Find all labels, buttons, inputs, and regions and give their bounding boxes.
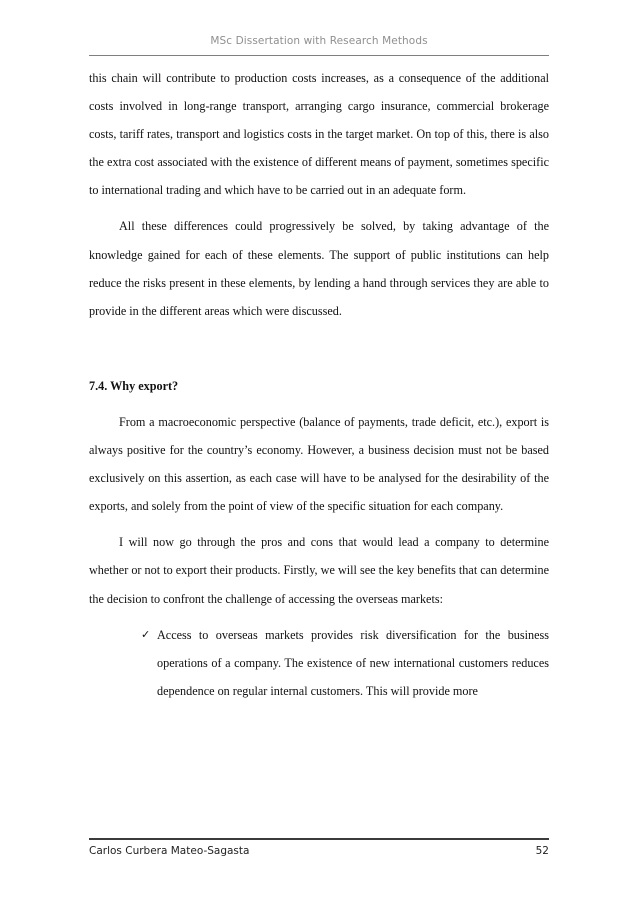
paragraph-4: I will now go through the pros and cons that would lead a company to determine whether or not to export their products. Firstly, we will see the key benefits that can determine the decision to confront the challenge of accessing the overseas markets: — [89, 535, 549, 606]
header-divider — [89, 55, 549, 56]
running-header: MSc Dissertation with Research Methods — [210, 35, 428, 47]
bullet-item — [141, 621, 549, 705]
paragraph-2: All these differences could progressively be solved, by taking advantage of the knowledge gained for each of these elements. The support of public institutions can help reduce the risks present in these elements, by lending a hand through services they are able to provide in the different areas which were discussed. — [89, 219, 549, 318]
paragraph-3: From a macroeconomic perspective (balance of payments, trade deficit, etc.), export is always positive for the country’s economy. However, a business decision must not be based exclusively on this assertion, as each case will have to be analysed for the desirability of the exports, and solely from the point of view of the specific situation for each company. — [89, 414, 549, 514]
section-heading: 7.4. Why export? — [89, 378, 179, 393]
footer-divider — [89, 838, 549, 840]
body-text — [89, 64, 549, 705]
footer-author: Carlos Curbera Mateo-Sagasta — [89, 845, 250, 857]
paragraph-1: this chain will contribute to production costs increases, as a consequence of the additional costs involved in long-range transport, arranging cargo insurance, commercial brokerage costs, tariff rates, transport and logistics costs in the target market. On top of this, there is also the extra cost associated with the existence of different means of payment, sometimes specific to international trading and which have to be carried out in an adequate form. — [89, 71, 549, 198]
checkmark-icon: ✓ — [141, 627, 151, 641]
page-number: 52 — [535, 845, 549, 857]
bullet-text: Access to overseas markets provides risk diversification for the business operations of a company. The existence of new international customers reduces dependence on regular internal customers. This will provide more — [157, 627, 549, 698]
